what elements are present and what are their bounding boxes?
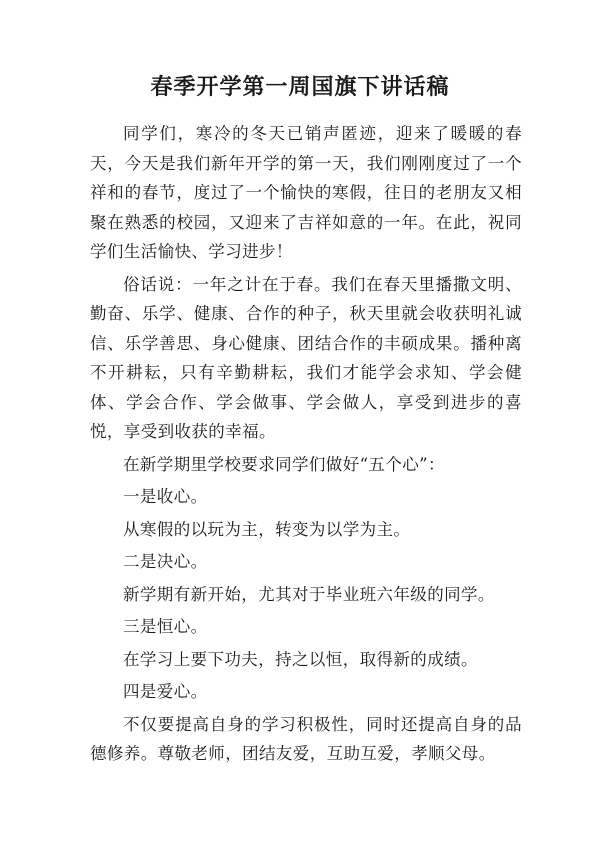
paragraph-greeting: 同学们，寒冷的冬天已销声匿迹，迎来了暖暖的春天，今天是我们新年开学的第一天，我们刚刚度过了一个祥和的春节，度过了一个愉快的寒假，往日的老朋友又相聚在熟悉的校园，又迎来了吉祥如意的一年。在此，祝同学们生活愉快、学习进步！: [90, 124, 522, 261]
document-title: 春季开学第一周国旗下讲话稿: [150, 74, 450, 100]
paragraph-point-4-heading: 四是爱心。: [123, 682, 208, 701]
paragraph-point-2-heading: 二是决心。: [123, 552, 208, 571]
document-body: [90, 119, 522, 772]
paragraph-point-2-text: 新学期有新开始，尤其对于毕业班六年级的同学。: [123, 584, 495, 604]
paragraph-point-3-heading: 三是恒心。: [123, 617, 208, 636]
paragraph-five-hearts-intro: 在新学期里学校要求同学们做好“五个心”：: [123, 454, 445, 474]
paragraph-point-1-heading: 一是收心。: [123, 487, 208, 506]
paragraph-point-3-text: 在学习上要下功夫，持之以恒，取得新的成绩。: [123, 649, 478, 669]
paragraph-proverb: 俗话说：一年之计在于春。我们在春天里播撒文明、勤奋、乐学、健康、合作的种子，秋天里就会收获明礼诚信、乐学善思、身心健康、团结合作的丰硕成果。播种离不开耕耘，只有辛勤耕耘，我们才能学会求知、学会健体、学会合作、学会做事、学会做人，享受到进步的喜悦，享受到收获的幸福。: [90, 274, 522, 441]
paragraph-point-4-text: 不仅要提高自身的学习积极性，同时还提高自身的品德修养。尊敬老师，团结友爱，互助互爱，孝顺父母。: [90, 714, 522, 763]
paragraph-point-1-text: 从寒假的以玩为主，转变为以学为主。: [123, 519, 411, 539]
